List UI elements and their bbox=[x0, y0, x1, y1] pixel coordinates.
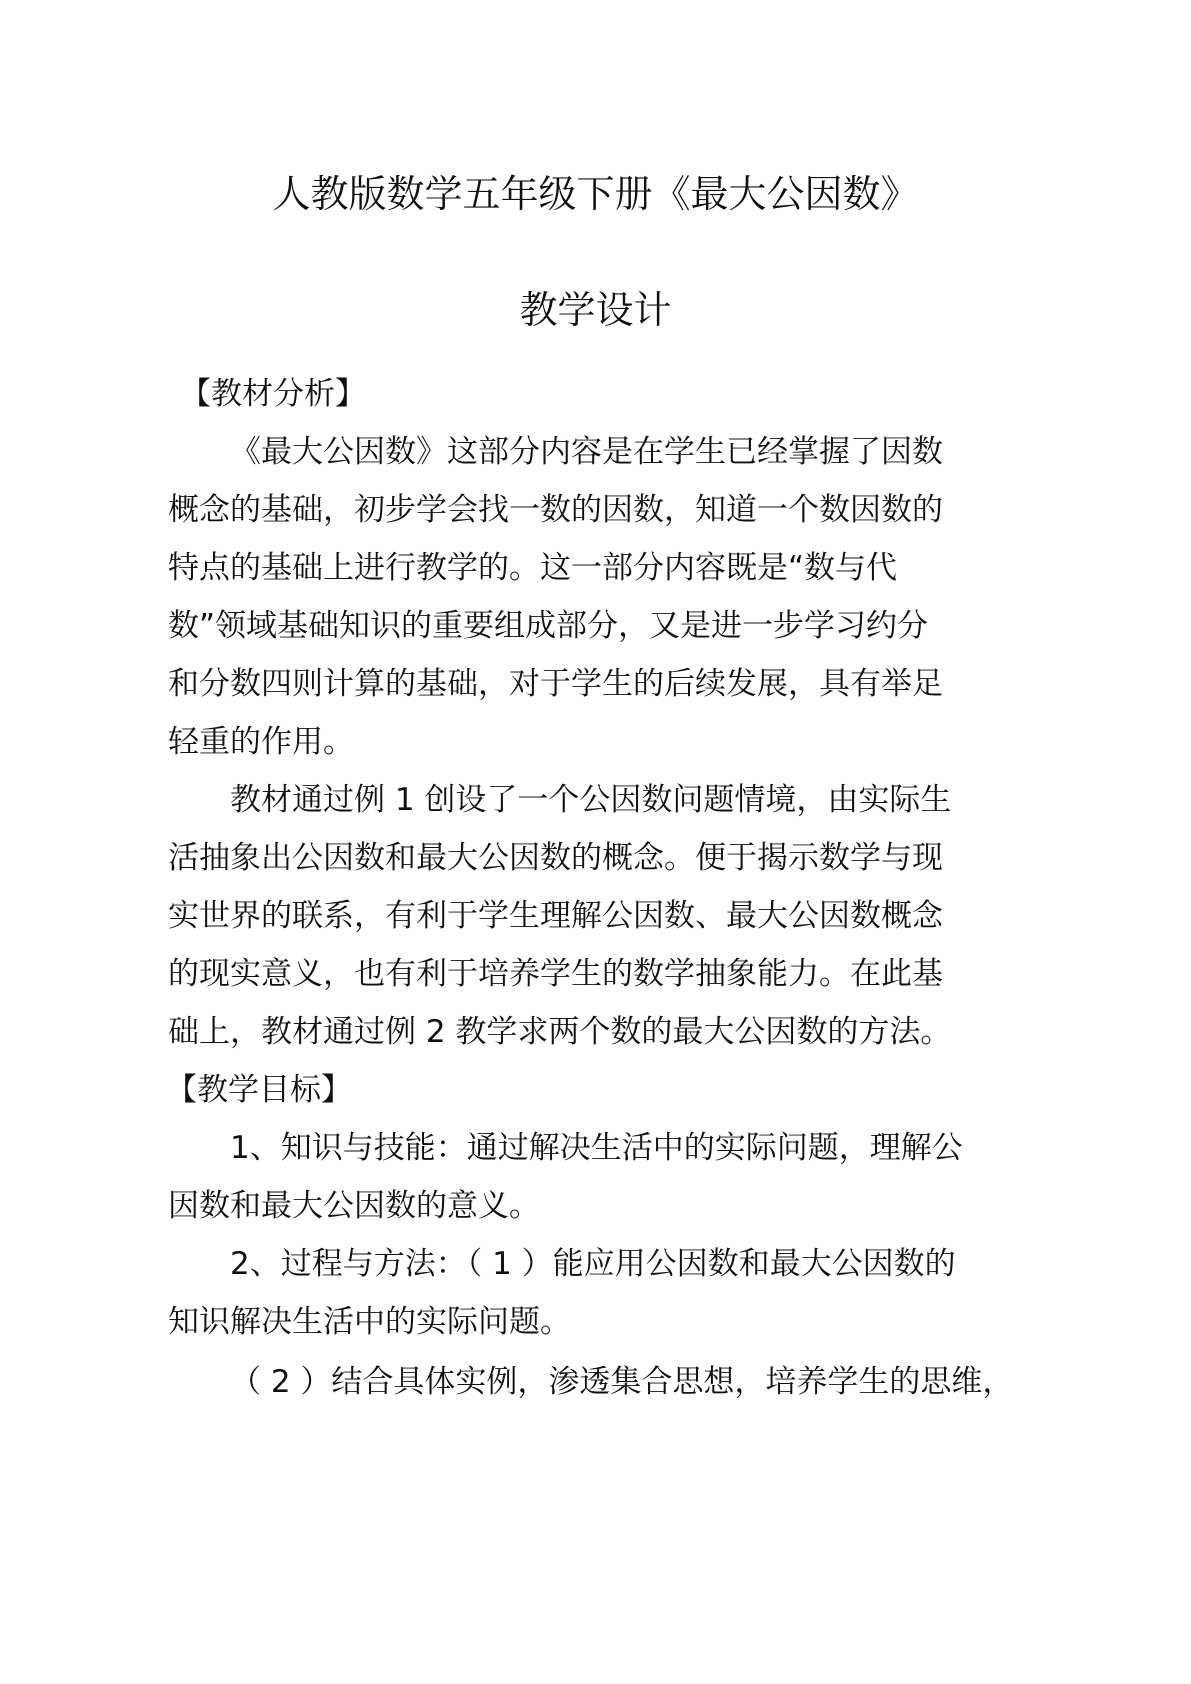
goal-line: 因数和最大公因数的意义。 bbox=[168, 1188, 540, 1224]
paragraph-line: 活抽象出公因数和最大公因数的概念。便于揭示数学与现 bbox=[168, 840, 943, 876]
paragraph-line: 特点的基础上进行教学的。这一部分内容既是“数与代 bbox=[168, 550, 898, 586]
paragraph-line: 础上，教材通过例 2 教学求两个数的最大公因数的方法。 bbox=[168, 1014, 952, 1050]
paragraph-line: 数”领域基础知识的重要组成部分，又是进一步学习约分 bbox=[168, 608, 929, 644]
document-subtitle: 教学设计 bbox=[519, 288, 672, 332]
paragraph-line: 实世界的联系，有利于学生理解公因数、最大公因数概念 bbox=[168, 898, 943, 934]
paragraph-line: 教材通过例 1 创设了一个公因数问题情境，由实际生 bbox=[230, 782, 952, 818]
goal-line: （ 2 ）结合具体实例，渗透集合思想，培养学生的思维， bbox=[230, 1364, 1014, 1400]
section-heading-teaching-goals: 【教学目标】 bbox=[166, 1072, 352, 1108]
section-heading-textbook-analysis: 【教材分析】 bbox=[180, 376, 366, 412]
goal-line: 2、过程与方法：（ 1 ）能应用公因数和最大公因数的 bbox=[230, 1246, 956, 1282]
paragraph-line: 和分数四则计算的基础，对于学生的后续发展，具有举足 bbox=[168, 666, 943, 702]
paragraph-line: 轻重的作用。 bbox=[168, 724, 354, 760]
goal-line: 1、知识与技能：通过解决生活中的实际问题，理解公 bbox=[230, 1130, 963, 1166]
document-title: 人教版数学五年级下册《最大公因数》 bbox=[272, 172, 919, 216]
paragraph-line: 概念的基础，初步学会找一数的因数，知道一个数因数的 bbox=[168, 492, 943, 528]
goal-line: 知识解决生活中的实际问题。 bbox=[168, 1304, 571, 1340]
paragraph-line: 《最大公因数》这部分内容是在学生已经掌握了因数 bbox=[230, 434, 943, 470]
paragraph-line: 的现实意义，也有利于培养学生的数学抽象能力。在此基 bbox=[168, 956, 943, 992]
